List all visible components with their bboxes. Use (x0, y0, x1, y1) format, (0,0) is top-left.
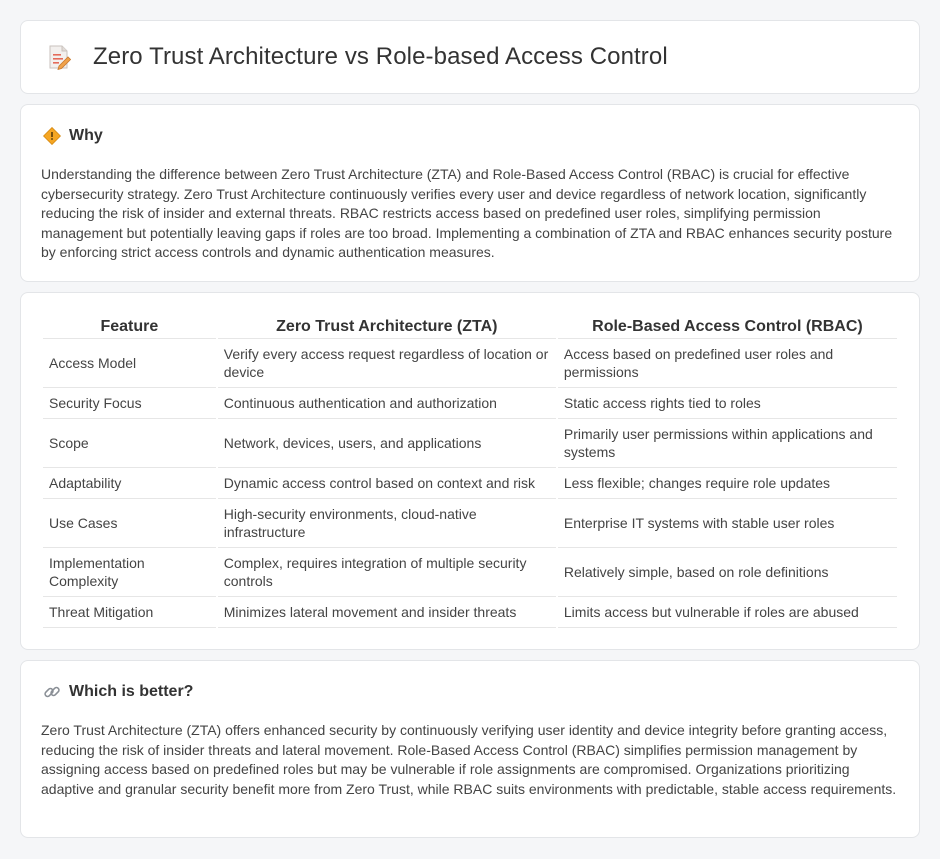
header-feature: Feature (43, 315, 216, 339)
feature-cell: Implementation Complexity (43, 548, 216, 597)
feature-cell: Access Model (43, 339, 216, 388)
title-row (47, 43, 668, 71)
zta-cell: Complex, requires integration of multiple security controls (218, 548, 556, 597)
feature-cell: Threat Mitigation (43, 597, 216, 628)
table-row (43, 468, 897, 499)
feature-cell: Use Cases (43, 499, 216, 548)
rbac-cell: Enterprise IT systems with stable user roles (558, 499, 897, 548)
better-title: Which is better? (69, 683, 194, 700)
why-section (20, 104, 920, 282)
feature-cell: Adaptability (43, 468, 216, 499)
rbac-cell: Relatively simple, based on role definitions (558, 548, 897, 597)
zta-cell: Minimizes lateral movement and insider threats (218, 597, 556, 628)
rbac-cell: Primarily user permissions within applications and systems (558, 419, 897, 468)
zta-cell: Continuous authentication and authorization (218, 388, 556, 419)
table-row (43, 339, 897, 388)
link-icon (43, 683, 61, 701)
header-zta: Zero Trust Architecture (ZTA) (218, 315, 556, 339)
rbac-cell: Limits access but vulnerable if roles are abused (558, 597, 897, 628)
why-title: Why (69, 127, 103, 144)
why-header (43, 127, 103, 145)
document-pen-icon (47, 44, 71, 70)
diamond-sign-icon (43, 127, 61, 145)
zta-cell: Verify every access request regardless of location or device (218, 339, 556, 388)
comparison-table (41, 315, 899, 628)
table-row (43, 499, 897, 548)
table-row (43, 419, 897, 468)
title-card (20, 20, 920, 94)
feature-cell: Scope (43, 419, 216, 468)
rbac-cell: Less flexible; changes require role updates (558, 468, 897, 499)
feature-cell: Security Focus (43, 388, 216, 419)
zta-cell: Network, devices, users, and applications (218, 419, 556, 468)
table-row (43, 548, 897, 597)
rbac-cell: Access based on predefined user roles and permissions (558, 339, 897, 388)
table-row (43, 597, 897, 628)
header-rbac: Role-Based Access Control (RBAC) (558, 315, 897, 339)
why-text: Understanding the difference between Zero Trust Architecture (ZTA) and Role-Based Access Control (RBAC) is crucial for effective cybersecurity strategy. Zero Trust Architecture continuously verifies every user and device regardless of network location, significantly reducing the risk of insider and external threats. RBAC restricts access based on predefined user roles, simplifying permission management but potentially leaving gaps if roles are too broad. Implementing a combination of ZTA and RBAC enhances security posture by enforcing strict access controls and dynamic authentication measures. (41, 166, 893, 261)
zta-cell: High-security environments, cloud-native infrastructure (218, 499, 556, 548)
better-header (43, 683, 193, 701)
zta-cell: Dynamic access control based on context and risk (218, 468, 556, 499)
table-header-row (43, 315, 897, 339)
better-text: Zero Trust Architecture (ZTA) offers enhanced security by continuously verifying user identity and device integrity before granting access, reducing the risk of insider threats and lateral movement. Role-Based Access Control (RBAC) simplifies permission management by assigning access based on predefined roles but may be vulnerable if role assignments are compromised. Organizations prioritizing adaptive and granular security benefit more from Zero Trust, while RBAC suits environments with predictable, stable access requirements. (41, 722, 897, 797)
table-row (43, 388, 897, 419)
rbac-cell: Static access rights tied to roles (558, 388, 897, 419)
page-title: Zero Trust Architecture vs Role-based Access Control (93, 43, 668, 70)
comparison-table-card (20, 292, 920, 650)
which-is-better-section (20, 660, 920, 838)
